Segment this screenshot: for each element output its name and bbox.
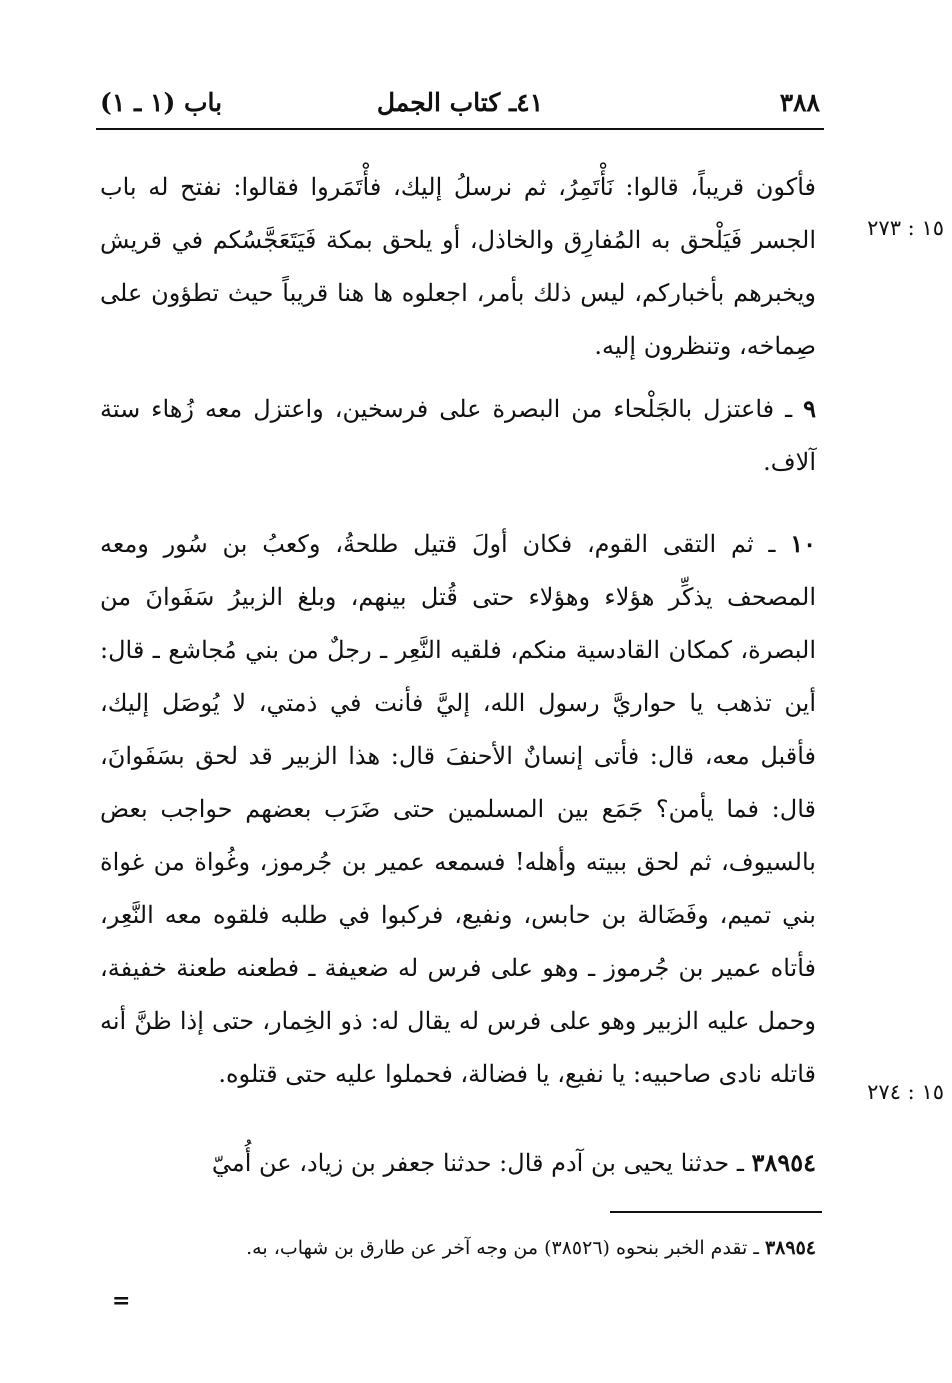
page-number: ٣٨٨ <box>779 88 820 117</box>
margin-reference: ١٥ : ٢٧٤ <box>867 1080 944 1104</box>
paragraph-number: ١٠ <box>790 529 816 558</box>
paragraph-text: فأكون قريباً، قالوا: نَأْتَمِرُ، ثم نرسلُ إليك، فأْتَمَروا فقالوا: نفتح له باب الجسر فَيَلْحق به المُفارِق والخاذل، أو يلحق بمكة فَيَتَعَجَّسُكم في قريش ويخبرهم بأخباركم، ليس ذلك بأمر، اجعلوه ها هنا قريباً حيث تطؤون على صِماخه، وتنظرون إليه. <box>100 173 816 360</box>
continuation-mark: = <box>112 1288 131 1314</box>
paragraph-number: ٩ <box>803 394 816 423</box>
book-title: ٤١ـ كتاب الجمل <box>376 88 544 117</box>
footnote-number: ٣٨٩٥٤ <box>764 1237 816 1259</box>
paragraph <box>100 160 816 373</box>
paragraph-text: ـ ثم التقى القوم، فكان أولَ قتيل طلحةُ، وكعبُ بن سُور ومعه المصحف يذكِّر هؤلاء وهؤلاء حتى قُتل بينهم، وبلغ الزبيرُ سَفَوانَ من البصرة، كمكان القادسية منكم، فلقيه النَّعِر ـ رجلٌ من بني مُجاشع ـ قال: أين تذهب يا حواريَّ رسول الله، إليَّ فأنت في ذمتي، لا يُوصَل إليك، فأقبل معه، قال: فأتى إنسانٌ الأحنفَ قال: هذا الزبير قد لحق بسَفَوانَ، قال: فما يأمن؟ جَمَع بين المسلمين حتى ضَرَب بعضهم حواجب بعض بالسيوف، ثم لحق ببيته وأهله! فسمعه عمير بن جُرموز، وغُواة من غواة بني تميم، وفَضَالة بن حابس، ونفيع، فركبوا في طلبه فلقوه معه النَّعِر، فأتاه عمير بن جُرموز ـ وهو على فرس له ضعيفة ـ فطعنه طعنة خفيفة، وحمل عليه الزبير وهو على فرس له يقال له: ذو الخِمار، حتى إذا ظنَّ أنه قاتله نادى صاحبيه: يا نفيع، يا فضالة، فحملوا عليه حتى قتلوه. <box>100 530 816 1088</box>
paragraph-text: ـ فاعتزل بالجَلْحاء من البصرة على فرسخين، واعتزل معه زُهاء ستة آلاف. <box>100 395 816 476</box>
hadith-number: ٣٨٩٥٤ <box>751 1148 816 1177</box>
hadith-entry <box>100 1136 816 1190</box>
paragraph <box>100 382 816 489</box>
footnote <box>100 1232 816 1264</box>
footnote-divider <box>610 1211 822 1213</box>
paragraph <box>100 517 816 1101</box>
margin-reference: ١٥ : ٢٧٣ <box>867 216 944 240</box>
footnote-text: ـ تقدم الخبر بنحوه (٣٨٥٢٦) من وجه آخر عن طارق بن شهاب، به. <box>246 1237 765 1259</box>
page-header <box>96 84 824 130</box>
chapter-label: باب (١ ـ ١) <box>100 88 223 117</box>
hadith-text: ـ حدثنا يحيى بن آدم قال: حدثنا جعفر بن زياد، عن أُميّ <box>211 1149 752 1177</box>
